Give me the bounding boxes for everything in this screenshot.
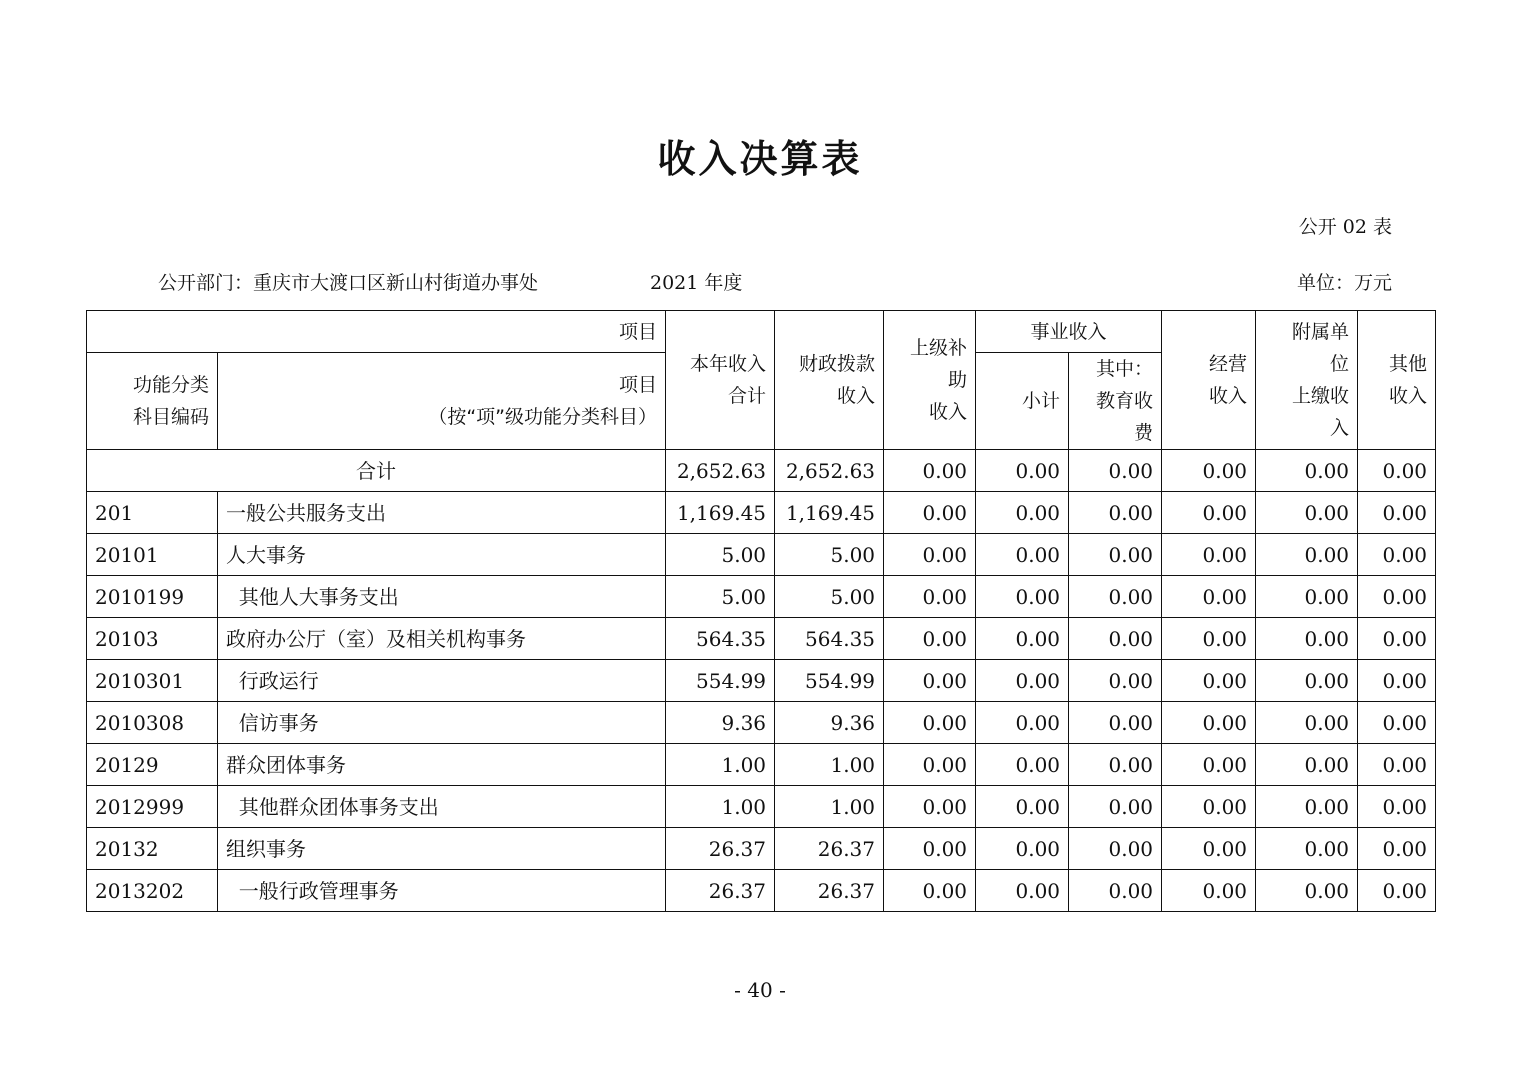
row-value: 0.00 (884, 828, 976, 870)
row-value: 0.00 (976, 828, 1069, 870)
row-value: 0.00 (1069, 786, 1162, 828)
row-value: 0.00 (1358, 744, 1436, 786)
row-value: 0.00 (884, 870, 976, 912)
row-value: 0.00 (1162, 618, 1256, 660)
row-value: 0.00 (1358, 534, 1436, 576)
table-row (87, 702, 1436, 744)
row-value: 0.00 (976, 576, 1069, 618)
row-value: 0.00 (976, 492, 1069, 534)
row-value: 0.00 (1358, 870, 1436, 912)
total-row (87, 450, 1436, 492)
total-value: 2,652.63 (775, 450, 884, 492)
row-value: 26.37 (775, 870, 884, 912)
meta-row (158, 268, 1392, 296)
header-operating: 经营 收入 (1162, 311, 1256, 450)
row-value: 0.00 (1256, 492, 1358, 534)
row-value: 0.00 (1256, 744, 1358, 786)
row-code: 2010199 (87, 576, 218, 618)
table-row (87, 828, 1436, 870)
row-value: 0.00 (976, 744, 1069, 786)
row-value: 5.00 (775, 576, 884, 618)
row-value: 0.00 (1256, 660, 1358, 702)
row-value: 0.00 (1358, 576, 1436, 618)
row-value: 0.00 (1162, 534, 1256, 576)
table-row (87, 576, 1436, 618)
row-code: 20103 (87, 618, 218, 660)
table-row (87, 786, 1436, 828)
row-name: 一般行政管理事务 (218, 870, 666, 912)
row-value: 564.35 (666, 618, 775, 660)
row-value: 0.00 (1069, 870, 1162, 912)
row-value: 0.00 (1162, 576, 1256, 618)
row-value: 0.00 (1256, 870, 1358, 912)
row-value: 0.00 (1256, 702, 1358, 744)
row-name: 行政运行 (218, 660, 666, 702)
unit-label: 单位：万元 (1296, 272, 1392, 294)
total-value: 0.00 (1358, 450, 1436, 492)
header-business: 事业收入 (976, 311, 1162, 353)
table-row (87, 744, 1436, 786)
row-value: 5.00 (666, 534, 775, 576)
department-label: 公开部门：重庆市大渡口区新山村街道办事处 (158, 272, 539, 294)
row-value: 0.00 (976, 618, 1069, 660)
row-value: 0.00 (976, 660, 1069, 702)
row-value: 564.35 (775, 618, 884, 660)
row-value: 0.00 (1358, 786, 1436, 828)
row-value: 0.00 (1069, 618, 1162, 660)
row-code: 20101 (87, 534, 218, 576)
income-table (86, 310, 1436, 912)
row-name: 其他人大事务支出 (218, 576, 666, 618)
header-total: 本年收入 合计 (666, 311, 775, 450)
row-name: 人大事务 (218, 534, 666, 576)
row-value: 26.37 (775, 828, 884, 870)
header-code: 功能分类 科目编码 (87, 353, 218, 450)
row-value: 0.00 (1069, 702, 1162, 744)
row-value: 0.00 (884, 702, 976, 744)
row-name: 一般公共服务支出 (218, 492, 666, 534)
total-label: 合计 (87, 450, 666, 492)
page-title: 收入决算表 (657, 137, 863, 181)
table-row (87, 492, 1436, 534)
row-value: 9.36 (666, 702, 775, 744)
row-value: 0.00 (1069, 576, 1162, 618)
row-value: 0.00 (884, 744, 976, 786)
row-value: 0.00 (1069, 744, 1162, 786)
row-name: 信访事务 (218, 702, 666, 744)
row-code: 201 (87, 492, 218, 534)
row-code: 2013202 (87, 870, 218, 912)
row-value: 0.00 (1069, 492, 1162, 534)
header-affiliated: 附属单 位 上缴收 入 (1256, 311, 1358, 450)
row-code: 2010308 (87, 702, 218, 744)
row-value: 0.00 (1069, 534, 1162, 576)
row-value: 1.00 (775, 744, 884, 786)
row-value: 554.99 (775, 660, 884, 702)
total-value: 0.00 (976, 450, 1069, 492)
row-value: 0.00 (884, 492, 976, 534)
row-name: 政府办公厅（室）及相关机构事务 (218, 618, 666, 660)
year-label: 2021 年度 (650, 272, 743, 294)
row-value: 0.00 (976, 702, 1069, 744)
row-value: 0.00 (1069, 660, 1162, 702)
row-value: 0.00 (1162, 786, 1256, 828)
page-number: - 40 - (734, 978, 786, 1002)
row-value: 26.37 (666, 870, 775, 912)
row-value: 0.00 (1256, 786, 1358, 828)
row-value: 9.36 (775, 702, 884, 744)
row-value: 0.00 (884, 534, 976, 576)
form-number: 公开 02 表 (1298, 216, 1392, 238)
row-name: 组织事务 (218, 828, 666, 870)
row-value: 0.00 (1162, 828, 1256, 870)
row-value: 1.00 (666, 744, 775, 786)
row-value: 0.00 (976, 786, 1069, 828)
total-value: 0.00 (884, 450, 976, 492)
header-superior: 上级补 助 收入 (884, 311, 976, 450)
total-value: 2,652.63 (666, 450, 775, 492)
row-value: 0.00 (1256, 534, 1358, 576)
row-value: 0.00 (976, 534, 1069, 576)
row-value: 0.00 (884, 576, 976, 618)
table-row (87, 534, 1436, 576)
row-value: 5.00 (666, 576, 775, 618)
row-value: 1,169.45 (775, 492, 884, 534)
row-value: 0.00 (1069, 828, 1162, 870)
row-value: 0.00 (976, 870, 1069, 912)
header-other: 其他 收入 (1358, 311, 1436, 450)
row-value: 0.00 (1162, 744, 1256, 786)
header-education: 其中： 教育收 费 (1069, 353, 1162, 450)
row-value: 0.00 (1162, 702, 1256, 744)
row-code: 2012999 (87, 786, 218, 828)
row-value: 554.99 (666, 660, 775, 702)
row-value: 0.00 (884, 618, 976, 660)
header-fiscal: 财政拨款 收入 (775, 311, 884, 450)
table-row (87, 660, 1436, 702)
row-code: 20129 (87, 744, 218, 786)
row-code: 2010301 (87, 660, 218, 702)
row-value: 0.00 (1358, 702, 1436, 744)
row-name: 其他群众团体事务支出 (218, 786, 666, 828)
row-value: 26.37 (666, 828, 775, 870)
row-value: 1,169.45 (666, 492, 775, 534)
total-value: 0.00 (1256, 450, 1358, 492)
header-project: 项目 (87, 311, 666, 353)
table-row (87, 870, 1436, 912)
row-value: 5.00 (775, 534, 884, 576)
header-project-detail: 项目 （按“项”级功能分类科目） (218, 353, 666, 450)
row-value: 0.00 (1358, 660, 1436, 702)
row-value: 0.00 (884, 660, 976, 702)
total-value: 0.00 (1162, 450, 1256, 492)
row-name: 群众团体事务 (218, 744, 666, 786)
row-value: 0.00 (1256, 576, 1358, 618)
row-value: 0.00 (1358, 618, 1436, 660)
row-value: 0.00 (1162, 660, 1256, 702)
table-body (87, 450, 1436, 912)
row-value: 0.00 (1162, 870, 1256, 912)
row-value: 0.00 (1358, 828, 1436, 870)
row-value: 0.00 (884, 786, 976, 828)
row-value: 0.00 (1162, 492, 1256, 534)
row-value: 0.00 (1358, 492, 1436, 534)
header-subtotal: 小计 (976, 353, 1069, 450)
row-code: 20132 (87, 828, 218, 870)
row-value: 1.00 (666, 786, 775, 828)
row-value: 0.00 (1256, 828, 1358, 870)
table-row (87, 618, 1436, 660)
row-value: 1.00 (775, 786, 884, 828)
row-value: 0.00 (1256, 618, 1358, 660)
total-value: 0.00 (1069, 450, 1162, 492)
